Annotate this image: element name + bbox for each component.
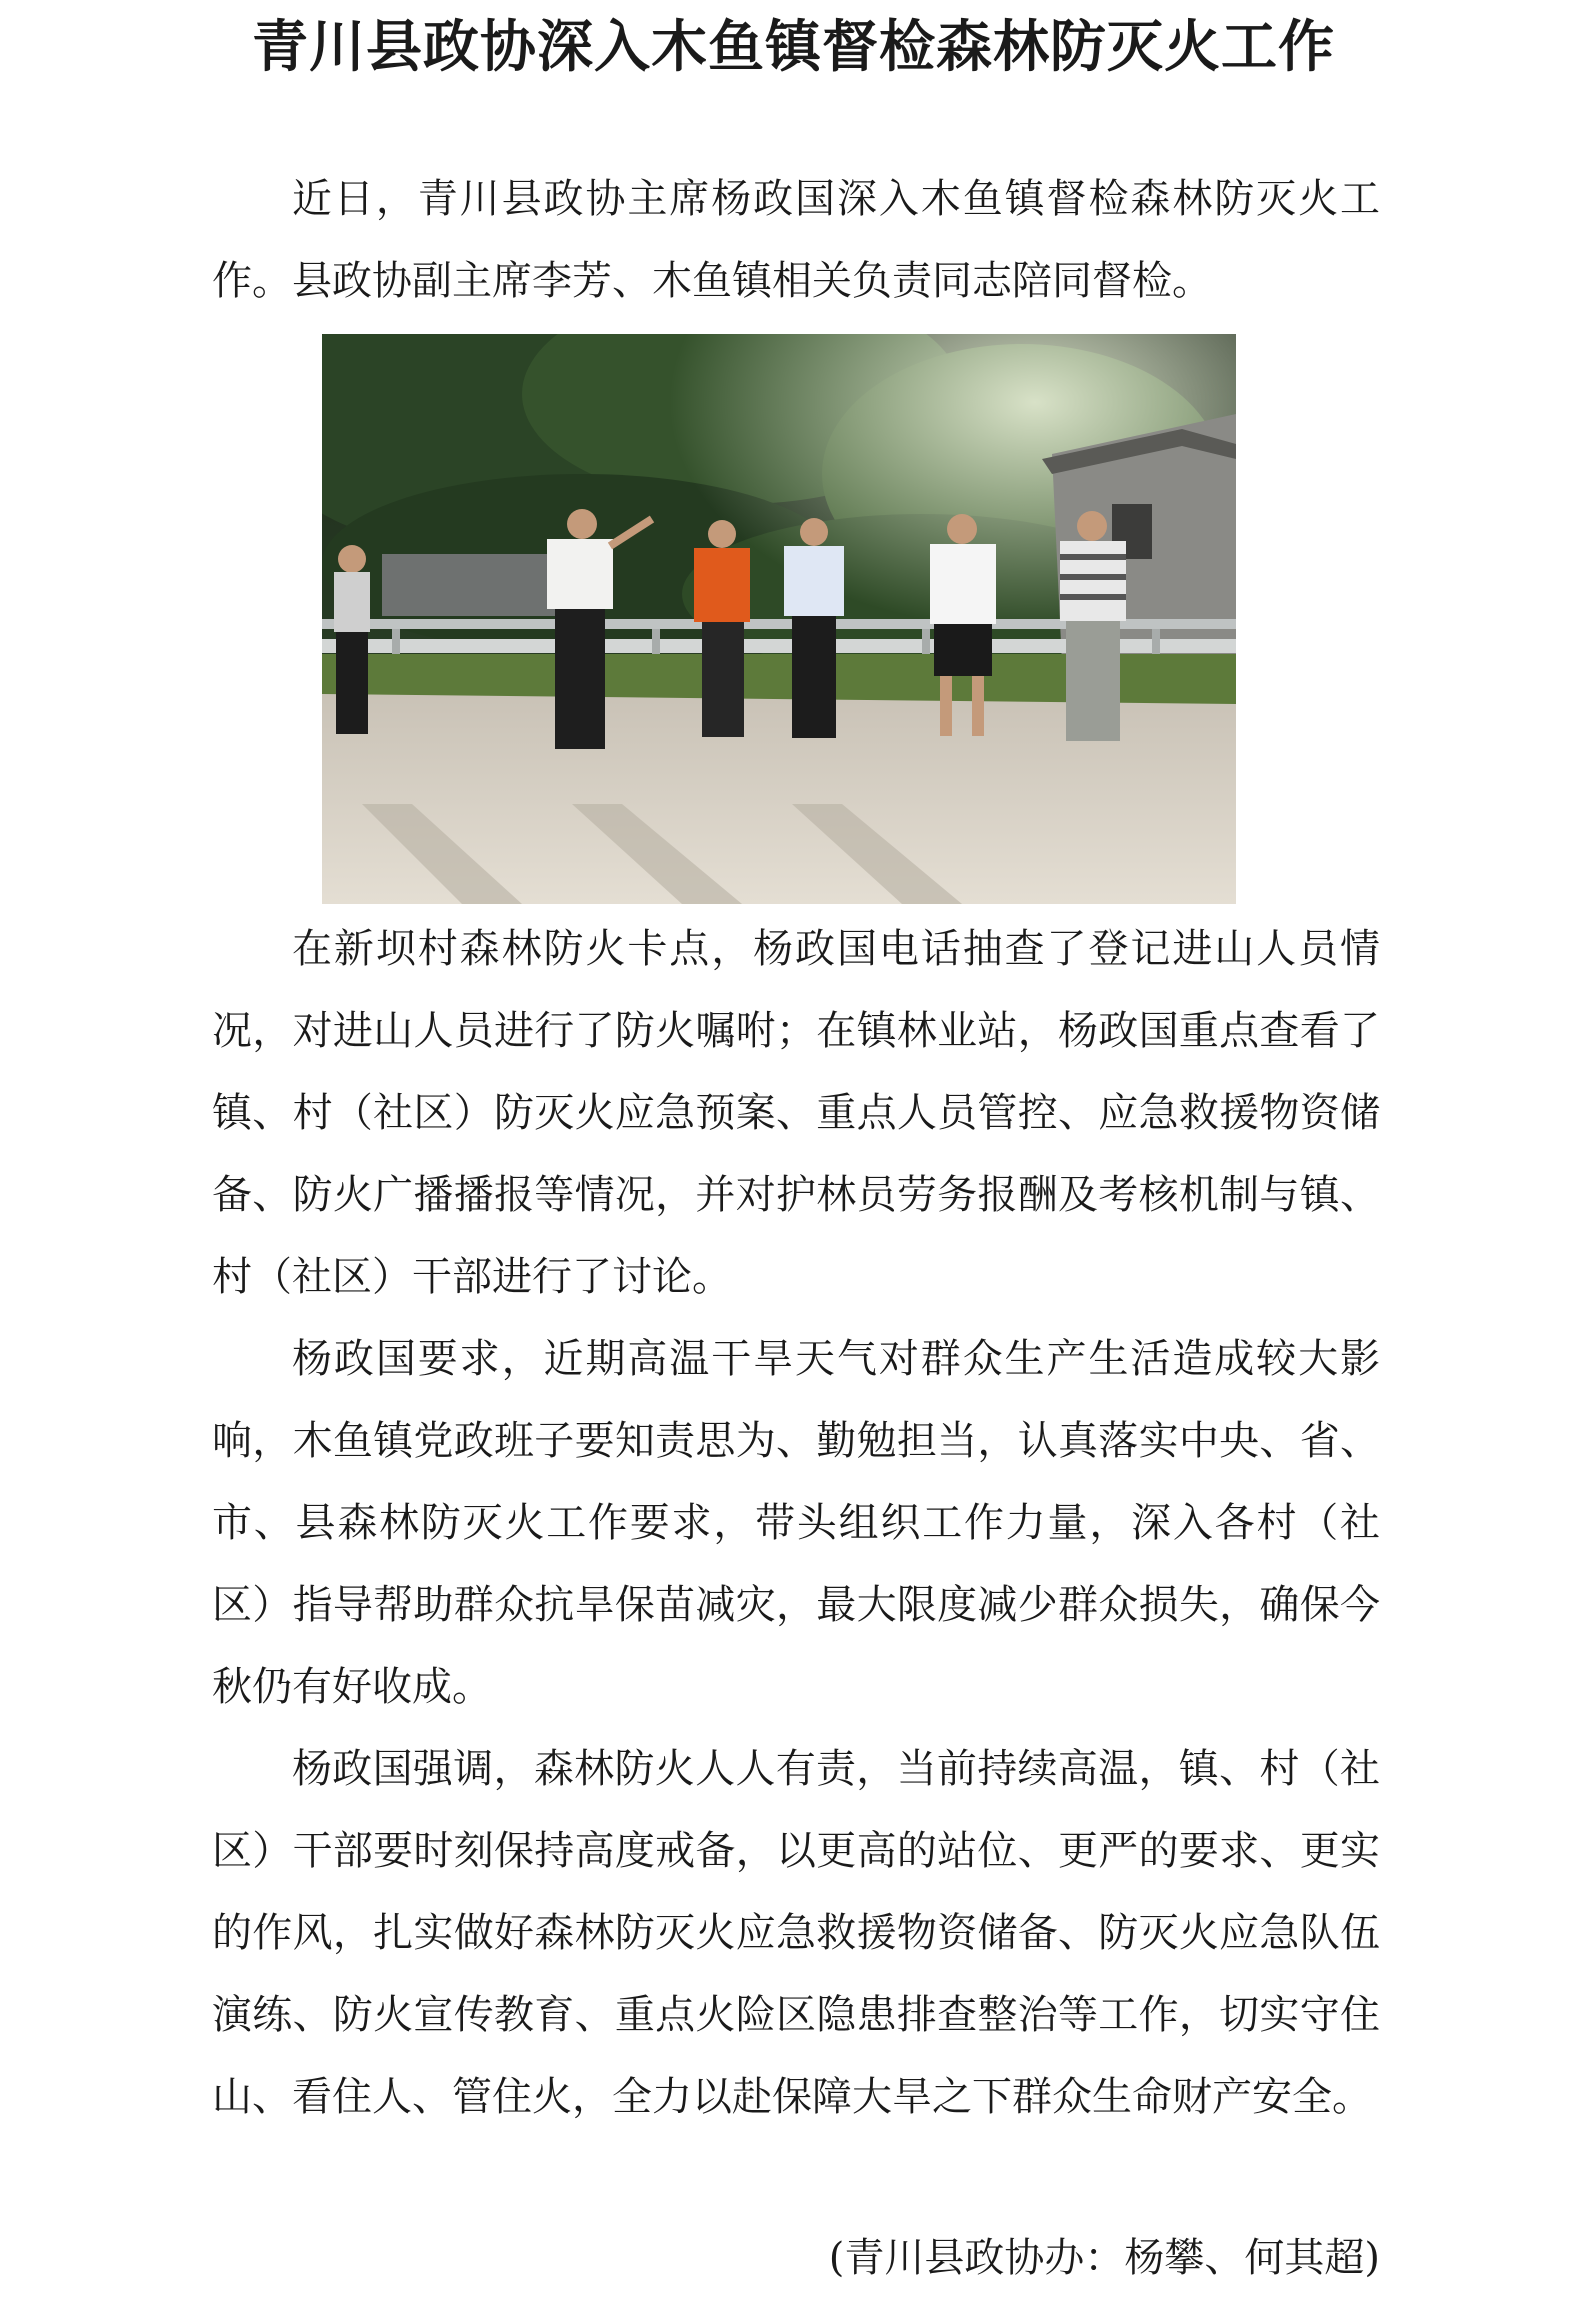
paragraph-4: 杨政国强调，森林防火人人有责，当前持续高温，镇、村（社区）干部要时刻保持高度戒备，以更高的站位、更严的要求、更实的作风，扎实做好森林防灭火应急救援物资储备、防灭火应急队伍演练、防火宣传教育、重点火险区隐患排查整治等工作，切实守住山、看住人、管住火，全力以赴保障大旱之下群众生命财产安全。 (212, 1746, 1380, 2120)
news-photo (322, 334, 1236, 904)
article-byline: (青川县政协办：杨攀、何其超) (828, 2235, 1380, 2281)
article-title: 青川县政协深入木鱼镇督检森林防灭火工作 (252, 14, 1335, 80)
paragraph-1: 近日，青川县政协主席杨政国深入木鱼镇督检森林防灭火工作。县政协副主席李芳、木鱼镇相关负责同志陪同督检。 (212, 176, 1380, 304)
article-body (212, 158, 1380, 2138)
paragraph-3: 杨政国要求，近期高温干旱天气对群众生产生活造成较大影响，木鱼镇党政班子要知责思为、勤勉担当，认真落实中央、省、市、县森林防灭火工作要求，带头组织工作力量，深入各村（社区）指导帮助群众抗旱保苗减灾，最大限度减少群众损失，确保今秋仍有好收成。 (212, 1336, 1380, 1710)
paragraph-2: 在新坝村森林防火卡点，杨政国电话抽查了登记进山人员情况，对进山人员进行了防火嘱咐；在镇林业站，杨政国重点查看了镇、村（社区）防灭火应急预案、重点人员管控、应急救援物资储备、防火广播播报等情况，并对护林员劳务报酬及考核机制与镇、村（社区）干部进行了讨论。 (212, 926, 1380, 1300)
